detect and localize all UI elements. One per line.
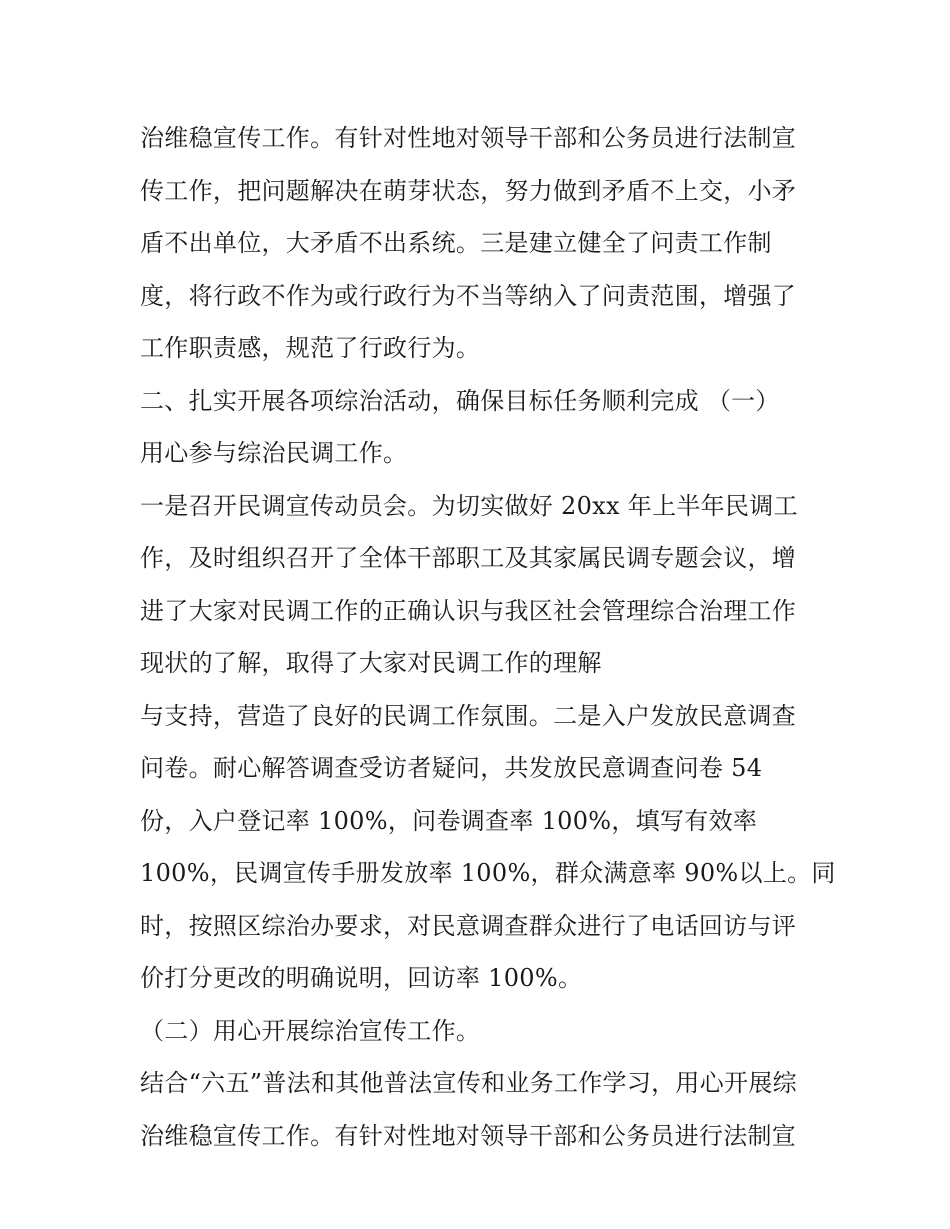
text-line: 工作职责感，规范了行政行为。 xyxy=(140,334,481,362)
document-body xyxy=(140,112,836,1162)
text-line: 结合“六五”普法和其他普法宣传和业务工作学习，用心开展综 xyxy=(140,1069,797,1097)
text-line: 与支持，营造了良好的民调工作氛围。二是入户发放民意调查 xyxy=(140,701,797,730)
subsection-heading-line: （二）用心开展综治宣传工作。 xyxy=(140,1016,481,1045)
text-line: 问卷。耐心解答调查受访者疑问，共发放民意调查问卷 54 xyxy=(140,754,763,782)
text-line: 一是召开民调宣传动员会。为切实做好 20xx 年上半年民调工 xyxy=(140,491,798,520)
text-line: 治维稳宣传工作。有针对性地对领导干部和公务员进行法制宣 xyxy=(140,124,797,152)
text-line: 传工作，把问题解决在萌芽状态，努力做到矛盾不上交，小矛 xyxy=(140,176,797,205)
text-line: 治维稳宣传工作。有针对性地对领导干部和公务员进行法制宣 xyxy=(140,1121,797,1150)
text-line: 价打分更改的明确说明，回访率 100%。 xyxy=(140,964,583,992)
text-line: 现状的了解，取得了大家对民调工作的理解 xyxy=(140,649,602,677)
text-line: 盾不出单位，大矛盾不出系统。三是建立健全了问责工作制 xyxy=(140,229,772,257)
text-line: 100%，民调宣传手册发放率 100%，群众满意率 90%以上。同 xyxy=(140,859,836,887)
text-line: 度，将行政不作为或行政行为不当等纳入了问责范围，增强了 xyxy=(140,281,797,310)
section-heading-line: 二、扎实开展各项综治活动，确保目标任务顺利完成 （一） xyxy=(140,386,780,415)
text-line: 作，及时组织召开了全体干部职工及其家属民调专题会议，增 xyxy=(140,544,797,572)
text-line: 用心参与综治民调工作。 xyxy=(140,439,408,467)
text-line: 份，入户登记率 100%，问卷调查率 100%，填写有效率 xyxy=(140,806,758,835)
text-line: 进了大家对民调工作的正确认识与我区社会管理综合治理工作 xyxy=(140,596,797,625)
text-line: 时，按照区综治办要求，对民意调查群众进行了电话回访与评 xyxy=(140,911,797,940)
